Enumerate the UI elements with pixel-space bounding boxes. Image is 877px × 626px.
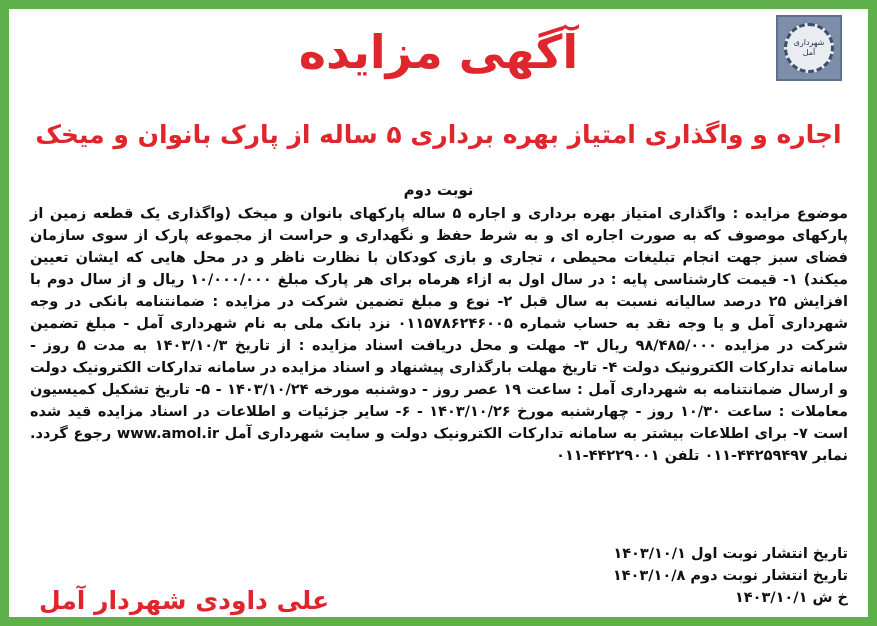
second-publish-date: تاریخ انتشار نوبت دوم ۱۴۰۳/۱۰/۸ [612, 568, 848, 584]
round-label: نوبت دوم [403, 181, 474, 199]
notice-subtitle: اجاره و واگذاری امتیاز بهره برداری ۵ ساله از پارک بانوان و میخک [35, 120, 842, 149]
notice-body: موضوع مزایده : واگذاری امتیاز بهره برداری و اجاره ۵ ساله پارکهای بانوان و میخک (واگذاری یک قطعه زمین از پارکهای موصوف که به صورت اجاره ای و به شرط حفظ و نگهداری و حراست از مجموعه پارک از سوی سازمان فضای سبز جهت انجام تبلیغات محیطی ، تجاری و بازی کودکان با نظارت ناظر و در محل هایی که ایشان تعیین میکند) ۱- قیمت کارشناسی پایه : در سال اول به ازاء هرماه برای هر پارک مبلغ ۱۰/۰۰۰/۰۰۰ ریال و از سال دوم با افزایش ۲۵ درصد سالیانه نسبت به سال قبل ۲- نوع و مبلغ تضمین شرکت در مزایده : ضمانتنامه بانکی در وجه شهرداری آمل و یا وجه نقد به حساب شماره ۰۱۱۵۷۸۶۲۴۶۰۰۵ نزد بانک ملی به نام شهرداری آمل - مبلغ تضمین شرکت در مزایده ۹۸/۴۸۵/۰۰۰ ریال ۳- مهلت و محل دریافت اسناد مزایده : از تاریخ ۱۴۰۳/۱۰/۳ به مدت ۵ روز - سامانه تدارکات الکترونیک دولت ۴- تاریخ مهلت بارگذاری پیشنهاد و اسناد مزایده در سامانه تدارکات الکترونیک دولت و ارسال ضمانتنامه به شهرداری آمل : ساعت ۱۹ عصر روز - دوشنبه مورخه ۱۴۰۳/۱۰/۲۴ - ۵- تاریخ تشکیل کمیسیون معاملات : ساعت ۱۰/۳۰ روز - چهارشنبه مورخ ۱۴۰۳/۱۰/۲۶ - ۶- سایر جزئیات و اطلاعات در اسناد مزایده قید شده است ۷- برای اطلاعات بیشتر به سامانه تدارکات الکترونیک دولت و سایت شهرداری آمل www.amol.ir رجوع گردد. نمابر ۴۴۲۵۹۴۹۷-۰۱۱ تلفن ۴۴۲۲۹۰۰۱-۰۱۱ [30, 206, 849, 464]
signature: علی داودی شهردار آمل [39, 586, 330, 615]
first-publish-date: تاریخ انتشار نوبت اول ۱۴۰۳/۱۰/۱ [613, 546, 848, 562]
notice-title: آگهی مزایده [298, 25, 579, 79]
kh-sh-code: خ ش ۱۴۰۳/۱۰/۱ [734, 590, 848, 606]
logo-text: شهرداری آمل [793, 38, 825, 57]
publish-info [548, 543, 848, 609]
